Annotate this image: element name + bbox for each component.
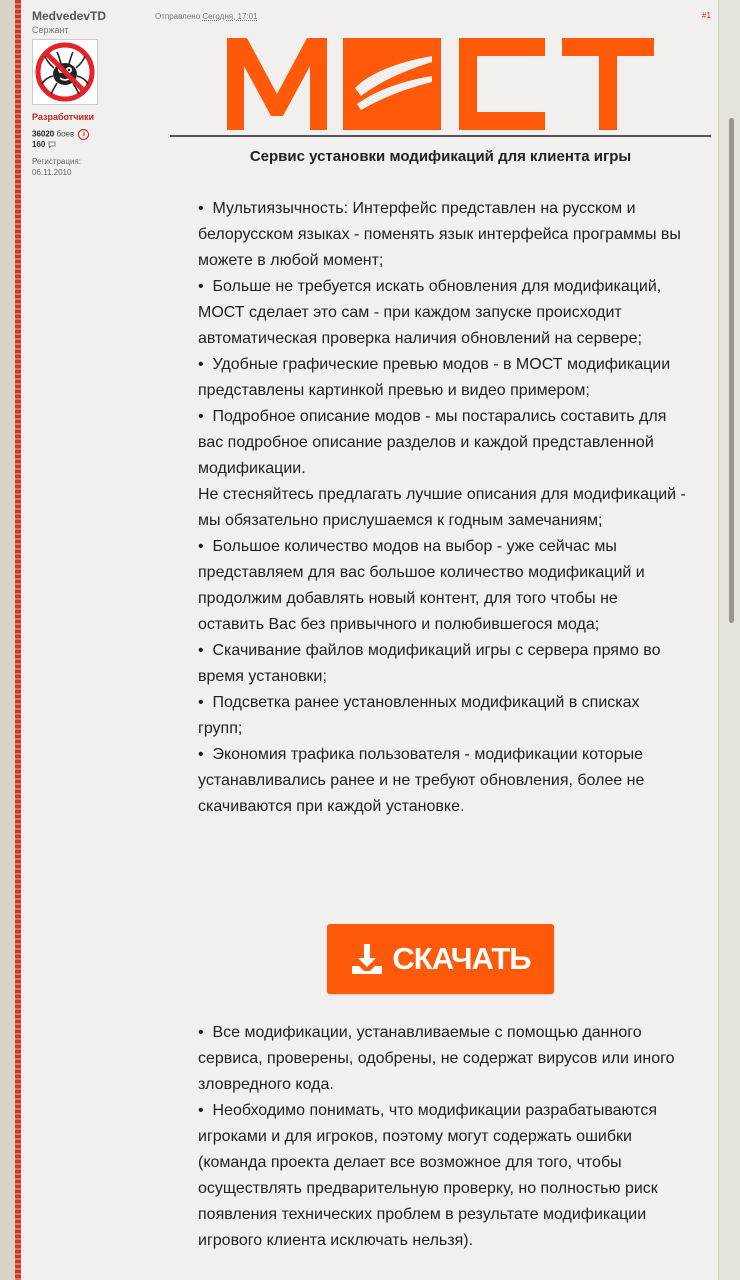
battles-label: боев [56,129,75,139]
comment-icon [48,141,56,148]
download-icon [350,942,384,976]
list-item: • Подсветка ранее установленных модификаций в списках групп; [198,690,688,742]
info-icon[interactable]: i [78,129,89,140]
scrollbar[interactable] [729,118,734,623]
list-item: • Мультиязычность: Интерфейс представлен на русском и белорусском языках - поменять язык интерфейса программы вы можете в любой момент; [198,196,688,274]
author-posts [32,140,56,149]
list-note: Не стесняйтесь предлагать лучшие описания для модификаций - мы обязательно прислушаемся к годным замечаниям; [198,486,686,529]
most-logo [227,36,657,137]
features-list [198,196,688,820]
author-battles [32,129,89,140]
logo-divider [170,135,711,137]
post-sent-time [155,12,258,21]
avatar-bug-icon [33,40,97,104]
post-number-link[interactable]: #1 [702,11,711,20]
sent-prefix: Отправлено [155,12,201,21]
author-avatar[interactable] [32,39,98,105]
list-item: • Экономия трафика пользователя - модификации которые устанавливались ранее и не требуют обновления, более не скачиваются при каждой установке. [198,742,688,820]
download-button[interactable] [327,924,554,994]
download-label: СКАЧАТЬ [392,941,531,976]
sent-time[interactable]: Сегодня, 17:01 [202,12,258,21]
list-item: • Скачивание файлов модификаций игры с сервера прямо во время установки; [198,638,688,690]
list-item: • Большое количество модов на выбор - уже сейчас мы представляем для вас большое количество модификаций и продолжим добавлять новый контент, для того чтобы не оставить Вас без привычного и полюбившегося мода; [198,534,688,638]
most-logo-graphic [227,36,657,132]
author-group[interactable]: Разработчики [32,112,95,122]
list-item: • Удобные графические превью модов - в МОСТ модификации представлены картинкой превью и видео примером; [198,352,688,404]
disclaimer-list [198,1020,688,1254]
registration-date: 06.11.2010 [32,168,72,177]
battles-count: 36020 [32,129,55,139]
list-item: • Больше не требуется искать обновления для модификаций, МОСТ сделает это сам - при каждом запуске происходит автоматическая проверка наличия обновлений на сервере; [198,274,688,352]
posts-count: 160 [32,140,46,149]
list-item: • Необходимо понимать, что модификации разрабатываются игроками и для игроков, поэтому могут содержать ошибки (команда проекта делает все возможное для того, чтобы осуществлять предварительную проверку, но полностью риск появления технических проблем в результате модификации игрового клиента исключать нельзя). [198,1098,688,1254]
post-subtitle: Сервис установки модификаций для клиента игры [249,148,632,165]
list-item: • Все модификации, устанавливаемые с помощью данного сервиса, проверены, одобрены, не содержат вирусов или иного зловредного кода. [198,1020,688,1098]
list-item: • Подробное описание модов - мы постарались составить для вас подробное описание разделов и каждой представленной модификации. [198,404,688,482]
registration-label: Регистрация: [32,157,81,166]
author-rank: Сержант [32,25,69,35]
author-username[interactable]: MedvedevTD [32,9,107,23]
